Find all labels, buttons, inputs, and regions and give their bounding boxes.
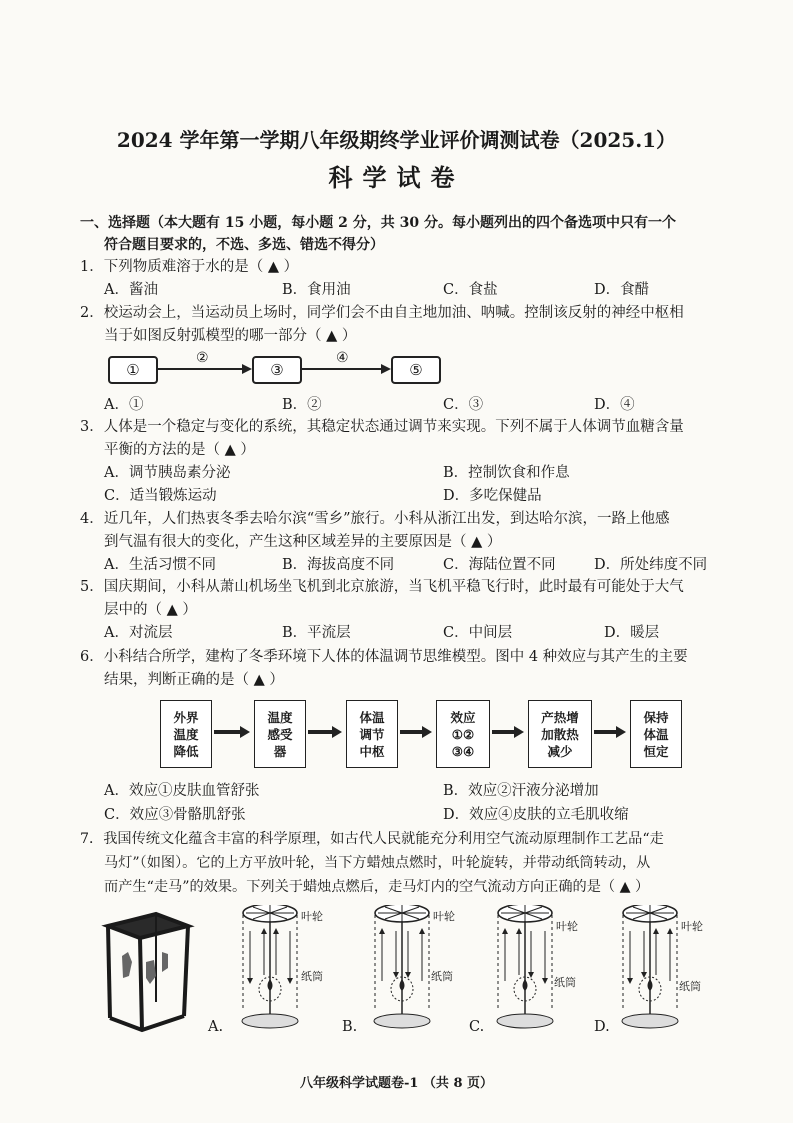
reflex-arrow-label-4: ④: [336, 350, 349, 366]
q1-option-b: B．食用油: [282, 282, 351, 298]
diagram-b: [374, 905, 430, 1028]
q4-option-d: D．所处纬度不同: [594, 557, 708, 573]
flow-step-4-line3: ③④: [451, 743, 475, 759]
flow-arrowhead-2: [332, 726, 342, 738]
reflex-box-5: ⑤: [391, 356, 441, 384]
q3-option-a: A．调节胰岛素分泌: [104, 465, 231, 481]
q2-option-a: A．①: [104, 397, 144, 413]
q6-option-c: C．效应③骨骼肌舒张: [104, 807, 246, 823]
diagram-a-tube-label: 纸筒: [301, 970, 323, 983]
q6-option-b: B．效应②汗液分泌增加: [443, 783, 599, 799]
flow-step-1-line3: 降低: [173, 743, 199, 759]
q4-stem-line2: 到气温有很大的变化，产生这种区域差异的主要原因是（ ▲ ）: [104, 534, 502, 550]
flow-arrow-3: [400, 730, 424, 734]
q3-option-d: D．多吃保健品: [443, 488, 542, 504]
diagram-d-wheel-label: 叶轮: [681, 920, 703, 933]
flow-step-4-line2: ①②: [451, 726, 475, 742]
exam-subtitle: 科学试卷: [328, 163, 465, 192]
q7-stem-line3: 而产生“走马”的效果。下列关于蜡烛点燃后，走马灯内的空气流动方向正确的是（ ▲ ）: [104, 879, 650, 895]
flow-arrowhead-3: [422, 726, 432, 738]
q6-option-d: D．效应④皮肤的立毛肌收缩: [443, 807, 629, 823]
diagram-d: [622, 905, 678, 1028]
reflex-arrowhead-1: [242, 364, 252, 374]
reflex-arrow-label-2: ②: [196, 350, 209, 366]
q3-stem-line2: 平衡的方法的是（ ▲ ）: [104, 442, 255, 458]
q2-option-b: B．②: [282, 397, 322, 413]
section-heading-line1: 一、选择题（本大题有 15 小题，每小题 2 分，共 30 分。每小题列出的四个备选项中只有一个: [80, 215, 676, 231]
q2-stem-line1: 2．校运动会上，当运动员上场时，同学们会不由自主地加油、呐喊。控制该反射的神经中枢相: [80, 305, 684, 321]
flow-step-3-line2: 调节: [359, 726, 385, 742]
q4-option-a: A．生活习惯不同: [104, 557, 216, 573]
flow-arrow-5: [594, 730, 618, 734]
q5-option-b: B．平流层: [282, 625, 351, 641]
q7-diagrams: [0, 905, 793, 1045]
diagram-d-tube-label: 纸筒: [679, 980, 701, 993]
q7-option-c: C.: [469, 1019, 485, 1035]
flow-step-2-line3: 器: [273, 743, 287, 759]
q7-stem-line1: 7．我国传统文化蕴含丰富的科学原理，如古代人民就能充分利用空气流动原理制作工艺品“走: [80, 831, 664, 847]
flow-step-5-line3: 减少: [547, 743, 573, 759]
q6-option-a: A．效应①皮肤血管舒张: [104, 783, 260, 799]
q3-option-b: B．控制饮食和作息: [443, 465, 570, 481]
reflex-arrows-svg: [0, 340, 793, 390]
diagram-a: [242, 905, 298, 1028]
flow-step-4-line1: 效应: [450, 709, 476, 725]
q5-stem-line2: 层中的（ ▲ ）: [104, 602, 197, 618]
flow-arrow-4: [492, 730, 516, 734]
q7-option-b: B.: [342, 1019, 358, 1035]
q2-stem-line2: 当于如图反射弧模型的哪一部分（ ▲ ）: [104, 328, 357, 344]
q5-option-c: C．中间层: [443, 625, 513, 641]
q6-stem-line1: 6．小科结合所学，建构了冬季环境下人体的体温调节思维模型。图中 4 种效应与其产生的主要: [80, 649, 688, 665]
flow-arrowhead-1: [240, 726, 250, 738]
q5-option-d: D．暖层: [604, 625, 660, 641]
q3-stem-line1: 3．人体是一个稳定与变化的系统，其稳定状态通过调节来实现。下列不属于人体调节血糖含量: [80, 419, 684, 435]
q2-option-d: D．④: [594, 397, 635, 413]
flow-step-5-line2: 加散热: [541, 726, 579, 742]
flow-arrowhead-4: [514, 726, 524, 738]
q2-option-c: C．③: [443, 397, 484, 413]
q7-option-d: D.: [594, 1019, 610, 1035]
q7-option-a: A.: [208, 1019, 224, 1035]
flow-step-1-line1: 外界: [173, 709, 199, 725]
flow-step-2-line1: 温度: [267, 709, 293, 725]
q6-stem-line2: 结果，判断正确的是（ ▲ ）: [104, 672, 284, 688]
flow-step-6-line2: 体温: [643, 726, 669, 742]
q4-option-b: B．海拔高度不同: [282, 557, 395, 573]
q3-option-c: C．适当锻炼运动: [104, 488, 217, 504]
flow-step-5-line1: 产热增: [541, 709, 579, 725]
diagram-c-tube-label: 纸筒: [554, 976, 576, 989]
q4-option-c: C．海陆位置不同: [443, 557, 556, 573]
flow-step-6-line3: 恒定: [643, 743, 669, 759]
flow-step-1-line2: 温度: [173, 726, 199, 742]
diagram-c-wheel-label: 叶轮: [556, 920, 578, 933]
exam-title: 2024 学年第一学期八年级期终学业评价调测试卷（2025.1）: [116, 128, 677, 152]
diagram-b-wheel-label: 叶轮: [433, 910, 455, 923]
reflex-arrowhead-2: [381, 364, 391, 374]
page-footer: 八年级科学试题卷-1 （共 8 页）: [299, 1076, 494, 1091]
reflex-box-3: ③: [252, 356, 302, 384]
flow-arrows-svg: [0, 720, 793, 744]
q5-stem-line1: 5．国庆期间，小科从萧山机场坐飞机到北京旅游，当飞机平稳飞行时，此时最有可能处于大气: [80, 579, 684, 595]
flow-step-3-line3: 中枢: [359, 743, 385, 759]
section-heading-line2: 符合题目要求的，不选、多选、错选不得分）: [104, 237, 384, 253]
q7-stem-line2: 马灯”（如图）。它的上方平放叶轮，当下方蜡烛点燃时，叶轮旋转，并带动纸筒转动，从: [104, 855, 651, 871]
flow-arrow-2: [308, 730, 334, 734]
q4-stem-line1: 4．近几年，人们热衷冬季去哈尔滨“雪乡”旅行。小科从浙江出发，到达哈尔滨，一路上他感: [80, 511, 670, 527]
flow-step-6-line1: 保持: [643, 709, 669, 725]
q1-stem: 1．下列物质难溶于水的是（ ▲ ）: [80, 259, 299, 275]
diagram-c: [497, 905, 553, 1028]
diagram-b-tube-label: 纸筒: [431, 970, 453, 983]
reflex-box-1: ①: [108, 356, 158, 384]
flow-arrow-1: [214, 730, 242, 734]
q1-option-a: A．酱油: [104, 282, 158, 298]
flow-arrowhead-5: [616, 726, 626, 738]
flow-step-2-line2: 感受: [267, 726, 293, 742]
q1-option-d: D．食醋: [594, 282, 650, 298]
q5-option-a: A．对流层: [104, 625, 173, 641]
flow-step-3-line1: 体温: [359, 709, 385, 725]
diagram-a-wheel-label: 叶轮: [301, 910, 323, 923]
q1-option-c: C．食盐: [443, 282, 498, 298]
